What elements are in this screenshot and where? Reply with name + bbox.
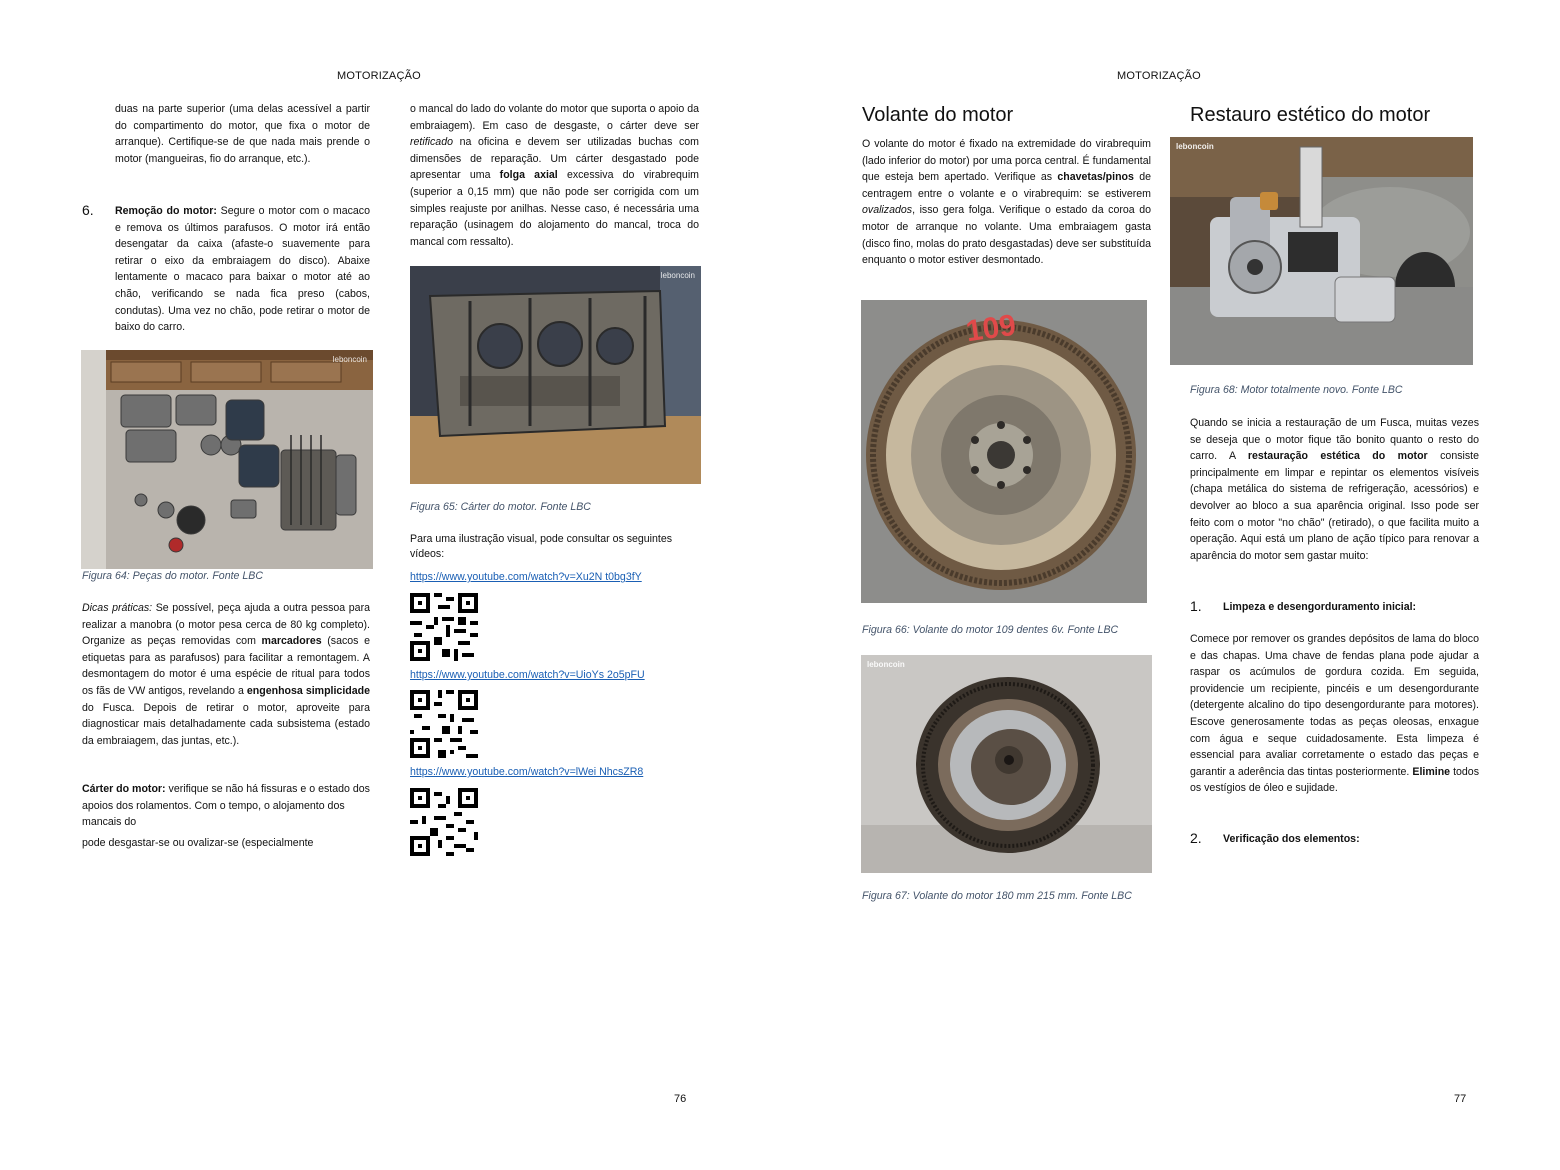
- section-title-flywheel: Volante do motor: [862, 104, 1014, 126]
- col2-text-2: na oficina e devem ser utilizadas buchas com dimensões de reparação. Um cárter desgastado pode apresentar uma: [410, 136, 699, 182]
- flywheel-text-1: O volante do motor é fixado na extremidade do virabrequim (lado inferior do motor) por uma porca central. É fundamental que esteja bem apertado. Verifique as: [862, 138, 1151, 184]
- flywheel-215-photo: [861, 655, 1152, 873]
- videos-intro: Para uma ilustração visual, pode consultar os seguintes vídeos:: [410, 533, 673, 560]
- carter-text: verifique se não há fissuras e o estado dos apoios dos rolamentos. Com o tempo, o alojamento dos mancais do: [82, 783, 370, 829]
- watermark-leboncoin: leboncoin: [660, 271, 695, 280]
- step2-number: 2.: [1190, 830, 1202, 846]
- watermark-leboncoin: leboncoin: [332, 355, 367, 364]
- step6-text: Segure o motor com o macaco e remova os últimos parafusos. O motor irá então desengatar da caixa (afaste-o suavemente para retirar o eixo da embraiagem do disco). Abaixe lentamente o macaco para baixar o motor até ao chão, verificando se nada fica preso (cabos, condutas). Uma vez no chão, pode retirar o motor de baixo do carro.: [115, 205, 370, 334]
- video-link-2[interactable]: https://www.youtube.com/watch?v=UioYs 2o5pFU: [410, 669, 645, 681]
- watermark-leboncoin: leboncoin: [1176, 142, 1214, 151]
- flywheel-109-photo: [861, 300, 1147, 603]
- restoration-intro-paragraph: [1190, 415, 1479, 564]
- step1-text-1: Comece por remover os grandes depósitos de lama do bloco e das chapas. Uma chave de fendas plana pode ajudar a raspar os acúmulos de gordura cozida. Em seguida, providencie um recipiente, pincéis e um desengordurante (detergente alcalino do tipo desengordurante para motores). Escove generosamente todas as peças oleosas, enxague com água e seque cuidadosamente. Esta limpeza é essencial para avaliar corretamente o estado das peças e garantir a aderência das tintas posteriormente.: [1190, 633, 1479, 778]
- flywheel-text-2: de centragem entre o volante e o virabrequim: se estiverem: [862, 171, 1151, 200]
- video-link-1[interactable]: https://www.youtube.com/watch?v=Xu2N t0bg3fY: [410, 571, 642, 583]
- flywheel-italic-1: ovalizados: [862, 204, 913, 217]
- tips-label: Dicas práticas:: [82, 602, 153, 614]
- left-page-header: MOTORIZAÇÃO: [337, 70, 421, 82]
- restoration-bold-1: restauração estética do motor: [1247, 450, 1428, 463]
- intro-paragraph: duas na parte superior (uma delas acessível a partir do compartimento do motor, que fixa o motor de arranque). Certifique-se de que nada mais prende o motor (mangueiras, fio do arranque, etc.).: [115, 103, 370, 165]
- col2-bold-1: folga axial: [499, 169, 558, 182]
- qr-code-2: [410, 690, 478, 758]
- step1-text-2: todos os vestígios de óleo e sujidade.: [1190, 765, 1479, 795]
- step1-title: Limpeza e desengorduramento inicial:: [1223, 601, 1417, 613]
- engine-parts-photo: [81, 350, 373, 569]
- crankcase-photo: [410, 266, 701, 484]
- right-page-header: MOTORIZAÇÃO: [1117, 70, 1201, 82]
- restoration-text-1: Quando se inicia a restauração de um Fusca, muitas vezes se deseja que o motor fique tão bonito quanto o resto do carro. A: [1190, 417, 1479, 463]
- watermark-leboncoin: leboncoin: [867, 660, 905, 669]
- tips-text-1: Se possível, peça ajuda a outra pessoa para realizar a manobra (o motor pesa cerca de 80 kg completo). Organize as peças removidas com: [82, 602, 370, 648]
- figure-64-caption: Figura 64: Peças do motor. Fonte LBC: [82, 570, 263, 582]
- figure-67-image: [861, 655, 1152, 873]
- flywheel-paragraph: [862, 136, 1151, 269]
- figure-67-caption: Figura 67: Volante do motor 180 mm 215 mm. Fonte LBC: [862, 890, 1132, 902]
- restoration-text-2: consiste principalmente em limpar e repintar os elementos visíveis (chapa metálica do sistema de refrigeração, acessórios) e devolver ao bloco a sua aparência original. Isso pode ser feito com o motor "no chão" (retirado), o que facilita muito a operação. Aqui está um plano de ação típico para renovar a aparência do motor sem gastar muito:: [1190, 450, 1479, 562]
- qr-code-3: [410, 788, 478, 856]
- tips-bold-1: marcadores: [261, 635, 322, 648]
- figure-68-image: [1170, 137, 1473, 365]
- col2-italic-1: retificado: [410, 136, 453, 149]
- carter-paragraph: [82, 781, 370, 831]
- new-engine-photo: [1170, 137, 1473, 365]
- left-col1-intro: [115, 101, 370, 167]
- figure-65-caption: Figura 65: Cárter do motor. Fonte LBC: [410, 501, 591, 513]
- tips-text-3: do Fusca. Depois de retirar o motor, aproveite para diagnosticar mais detalhadamente cada subsistema (estado da embraiagem, das juntas, etc.).: [82, 701, 370, 747]
- flywheel-bold-1: chavetas/pinos: [1057, 171, 1134, 184]
- flywheel-marking: 109: [963, 308, 1019, 349]
- col2-text-3: excessiva do virabrequim (superior a 0,15 mm) que não pode ser corrigida com um simples reajuste por anilhas. Nesse caso, é necessária uma reparação (usinagem do alojamento do mancal, troca do mancal com ressalto).: [410, 169, 699, 248]
- flywheel-text-3: , isso gera folga. Verifique o estado da coroa do motor de arranque no volante. Uma embraiagem gasta (disco fino, molas do prato desgastadas) deve ser substituída enquanto o motor estiver desmontado.: [862, 204, 1151, 267]
- step1-number: 1.: [1190, 598, 1202, 614]
- figure-68-caption: Figura 68: Motor totalmente novo. Fonte LBC: [1190, 384, 1403, 396]
- figure-65-image: [410, 266, 701, 484]
- col2-text-1: o mancal do lado do volante do motor que suporta o apoio da embraiagem). Em caso de desgaste, o cárter deve ser: [410, 103, 699, 132]
- tips-bold-2: engenhosa simplicidade: [246, 684, 370, 697]
- section-title-restoration: Restauro estético do motor: [1190, 104, 1431, 126]
- step6-paragraph: [115, 203, 370, 336]
- tips-paragraph: [82, 600, 370, 749]
- carter-label: Cárter do motor:: [82, 783, 166, 795]
- figure-66-image: [861, 300, 1147, 603]
- left-page-number: 76: [674, 1093, 687, 1105]
- figure-64-image: [81, 350, 373, 569]
- left-col2-paragraph: [410, 101, 699, 250]
- qr-code-1: [410, 593, 478, 661]
- carter-tail: pode desgastar-se ou ovalizar-se (especialmente: [82, 837, 314, 849]
- step1-bold-1: Elimine: [1412, 765, 1451, 778]
- step1-paragraph: [1190, 631, 1479, 797]
- figure-66-caption: Figura 66: Volante do motor 109 dentes 6v. Fonte LBC: [862, 624, 1119, 636]
- right-page-number: 77: [1454, 1093, 1467, 1105]
- tips-text-2: (sacos e etiquetas para as parafusos) para facilitar a remontagem. A desmontagem do motor é uma espécie de ritual para todos os fãs de VW antigos, revelando a: [82, 635, 371, 697]
- step2-title: Verificação dos elementos:: [1223, 833, 1360, 845]
- step6-title: Remoção do motor:: [115, 205, 217, 217]
- step6-number: 6.: [82, 202, 94, 218]
- video-link-3[interactable]: https://www.youtube.com/watch?v=lWei NhcsZR8: [410, 766, 644, 778]
